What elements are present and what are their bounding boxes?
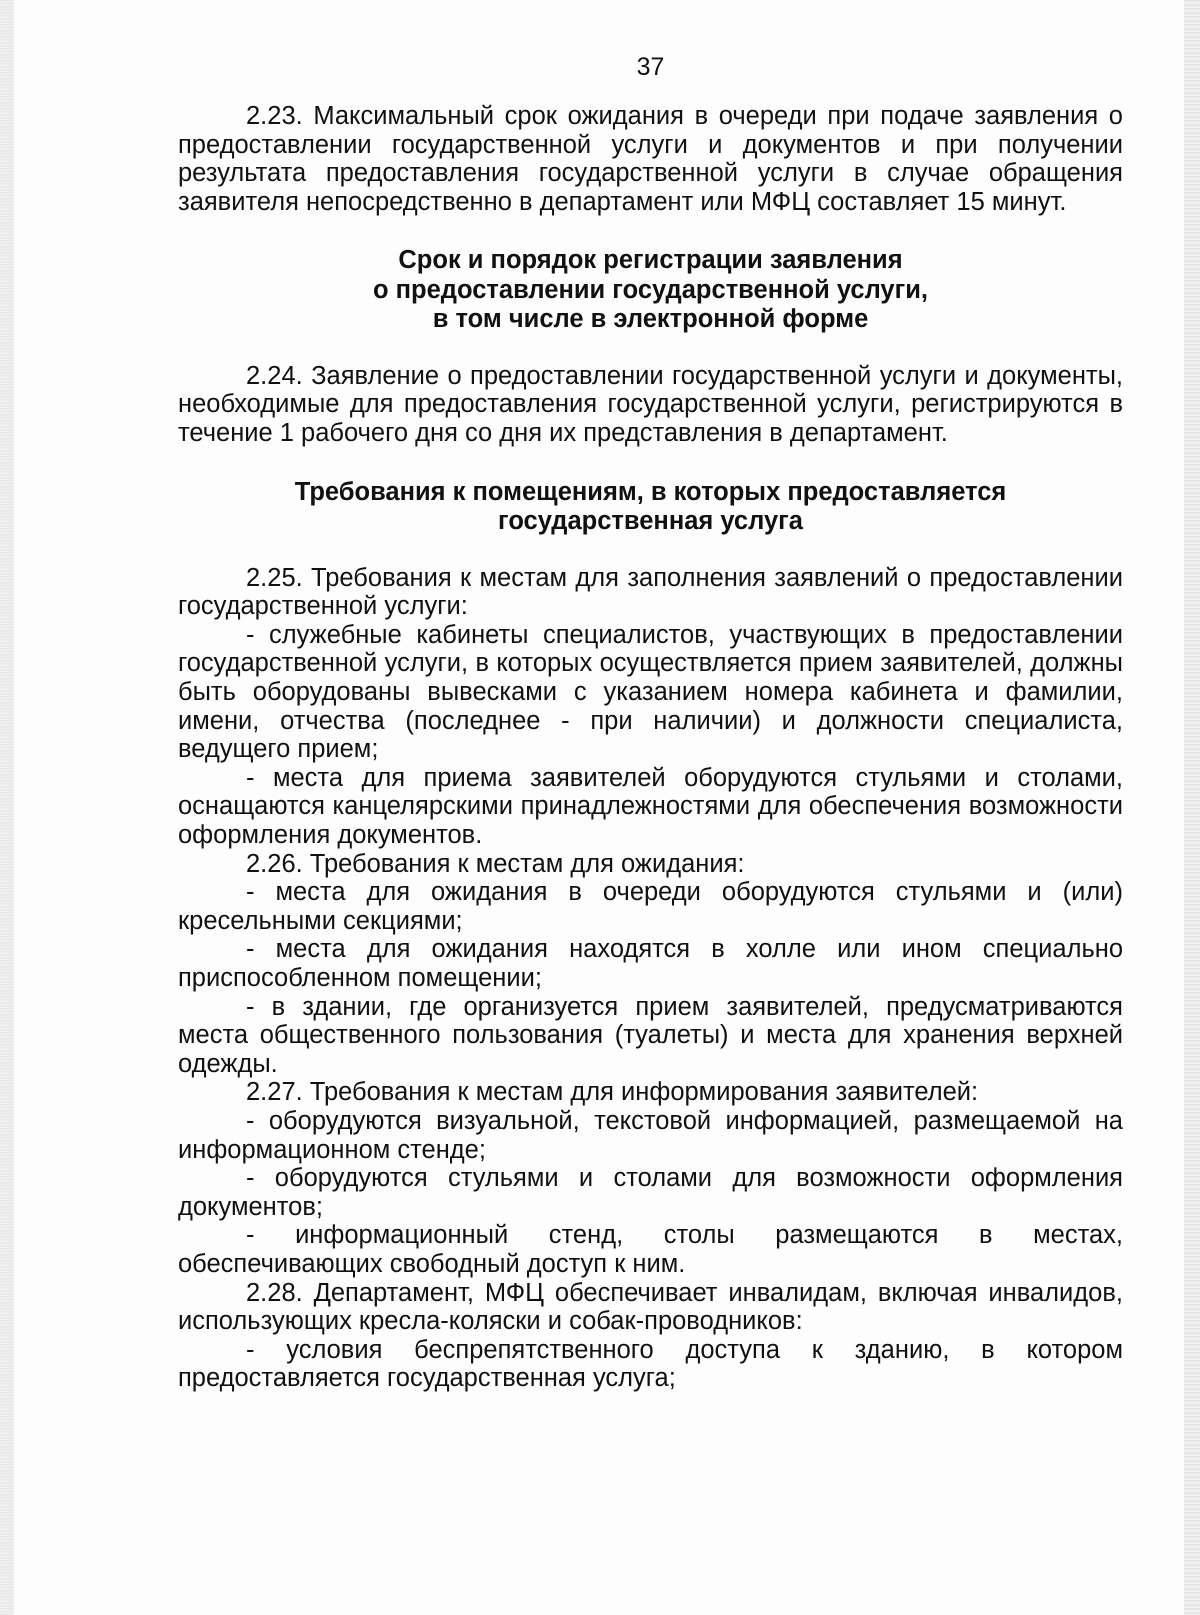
paragraph-2-23: 2.23. Максимальный срок ожидания в очереди при подаче заявления о предоставлении государственной услуги и документов и при получении результата предоставления государственной услуги в случае обращения заявителя непосредственно в департамент или МФЦ составляет 15 минут.	[178, 102, 1123, 216]
paragraph-2-28: 2.28. Департамент, МФЦ обеспечивает инвалидам, включая инвалидов, использующих кресла-коляски и собак-проводников:	[178, 1278, 1123, 1336]
paragraph-2-24: 2.24. Заявление о предоставлении государственной услуги и документы, необходимые для предоставления государственной услуги, регистрируются в течение 1 рабочего дня со дня их представления в департамент.	[178, 361, 1123, 448]
list-item: - информационный стенд, столы размещаются в местах, обеспечивающих свободный доступ к ним.	[178, 1221, 1123, 1278]
section-heading-registration	[178, 246, 1123, 335]
list-item: - места для ожидания в очереди оборудуются стульями и (или) кресельными секциями;	[178, 878, 1123, 935]
scan-edge-left	[0, 0, 14, 1615]
section-heading-premises	[178, 478, 1123, 537]
list-item: - служебные кабинеты специалистов, участвующих в предоставлении государственной услуги, в которых осуществляется прием заявителей, должны быть оборудованы вывесками с указанием номера кабинета и фамилии, имени, отчества (последнее - при наличии) и должности специалиста, ведущего прием;	[178, 620, 1123, 764]
paragraph-2-25: 2.25. Требования к местам для заполнения заявлений о предоставлении государственной услуги:	[178, 563, 1123, 621]
heading-line: Требования к помещениям, в которых предоставляется	[294, 477, 1007, 506]
list-item: - условия беспрепятственного доступа к зданию, в котором предоставляется государственная услуга;	[178, 1335, 1123, 1393]
page-number: 37	[636, 53, 665, 81]
scan-edge-right	[1184, 0, 1200, 1615]
paragraph-2-27: 2.27. Требования к местам для информирования заявителей:	[246, 1078, 979, 1107]
heading-line: государственная услуга	[498, 507, 803, 536]
heading-line: о предоставлении государственной услуги,	[372, 275, 928, 304]
paragraph-2-26: 2.26. Требования к местам для ожидания:	[246, 849, 745, 878]
list-item: - места для приема заявителей оборудуются стульями и столами, оснащаются канцелярскими принадлежностями для обеспечения возможности оформления документов.	[178, 763, 1123, 849]
document-body	[178, 52, 1123, 1393]
heading-line: в том числе в электронной форме	[432, 305, 869, 334]
list-item: - места для ожидания находятся в холле или ином специально приспособленном помещении;	[178, 935, 1123, 992]
heading-line: Срок и порядок регистрации заявления	[398, 246, 903, 275]
list-item: - оборудуются стульями и столами для возможности оформления документов;	[178, 1164, 1123, 1221]
list-item: - в здании, где организуется прием заявителей, предусматриваются места общественного пользования (туалеты) и места для хранения верхней одежды.	[178, 992, 1123, 1078]
list-item: - оборудуются визуальной, текстовой информацией, размещаемой на информационном стенде;	[178, 1106, 1123, 1164]
